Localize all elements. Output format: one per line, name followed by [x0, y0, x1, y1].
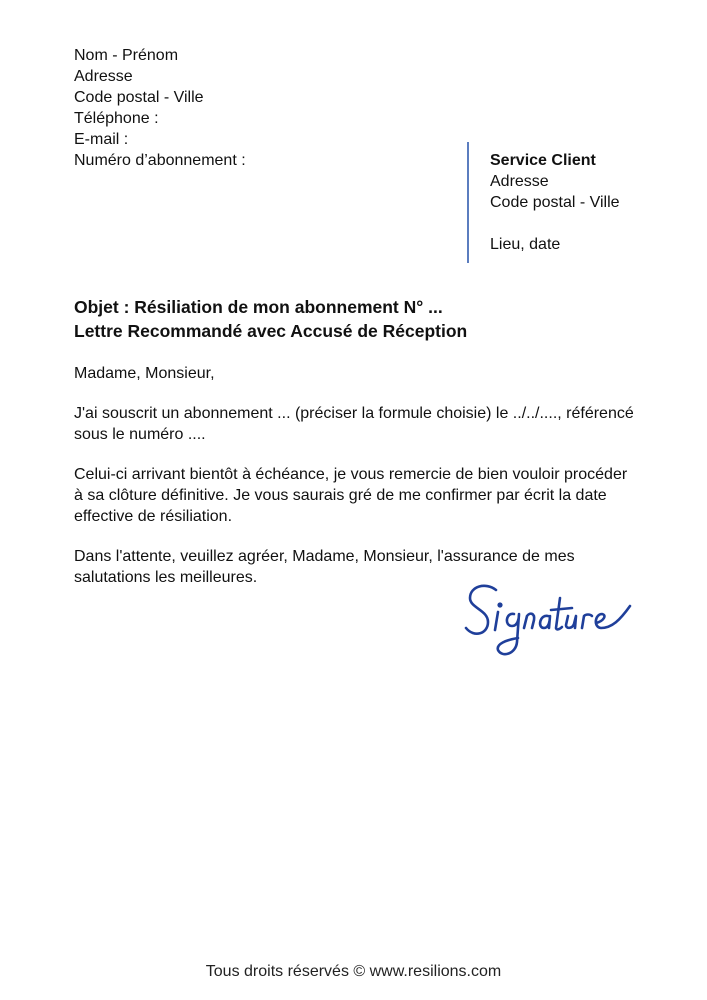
- copyright-footer: Tous droits réservés © www.resilions.com: [205, 963, 502, 980]
- body-paragraph-2: Celui-ci arrivant bientôt à échéance, je vous remercie de bien vouloir procéder à sa clôture définitive. Je vous saurais gré de me confirmer par écrit la date effective de résiliation.: [74, 466, 628, 525]
- sender-name: Nom - Prénom: [74, 47, 179, 64]
- sender-phone: Téléphone :: [74, 110, 159, 127]
- body-paragraph-3: Dans l'attente, veuillez agréer, Madame, Monsieur, l'assurance de mes salutations les meilleures.: [74, 548, 575, 586]
- recipient-address: Adresse: [490, 173, 549, 190]
- recipient-divider: [467, 142, 469, 263]
- recipient-title: Service Client: [490, 152, 596, 169]
- letter-subject: [74, 295, 467, 343]
- place-date: Lieu, date: [490, 236, 561, 253]
- greeting: Madame, Monsieur,: [74, 365, 215, 382]
- sender-address: Adresse: [74, 68, 133, 85]
- body-paragraph-1: J'ai souscrit un abonnement ... (préciser la formule choisie) le ../../...., référencé sous le numéro ....: [74, 405, 634, 443]
- sender-block: [74, 45, 246, 171]
- sender-city: Code postal - Ville: [74, 89, 204, 106]
- letter-body: [74, 363, 634, 607]
- recipient-city: Code postal - Ville: [490, 194, 620, 211]
- handwritten-signature: [462, 578, 637, 663]
- recipient-block: [490, 150, 620, 255]
- sender-subscription-number: Numéro d’abonnement :: [74, 152, 246, 169]
- subject-line: Objet : Résiliation de mon abonnement N° ...: [74, 297, 443, 317]
- registered-mail-line: Lettre Recommandé avec Accusé de Réception: [74, 321, 468, 341]
- sender-email: E-mail :: [74, 131, 129, 148]
